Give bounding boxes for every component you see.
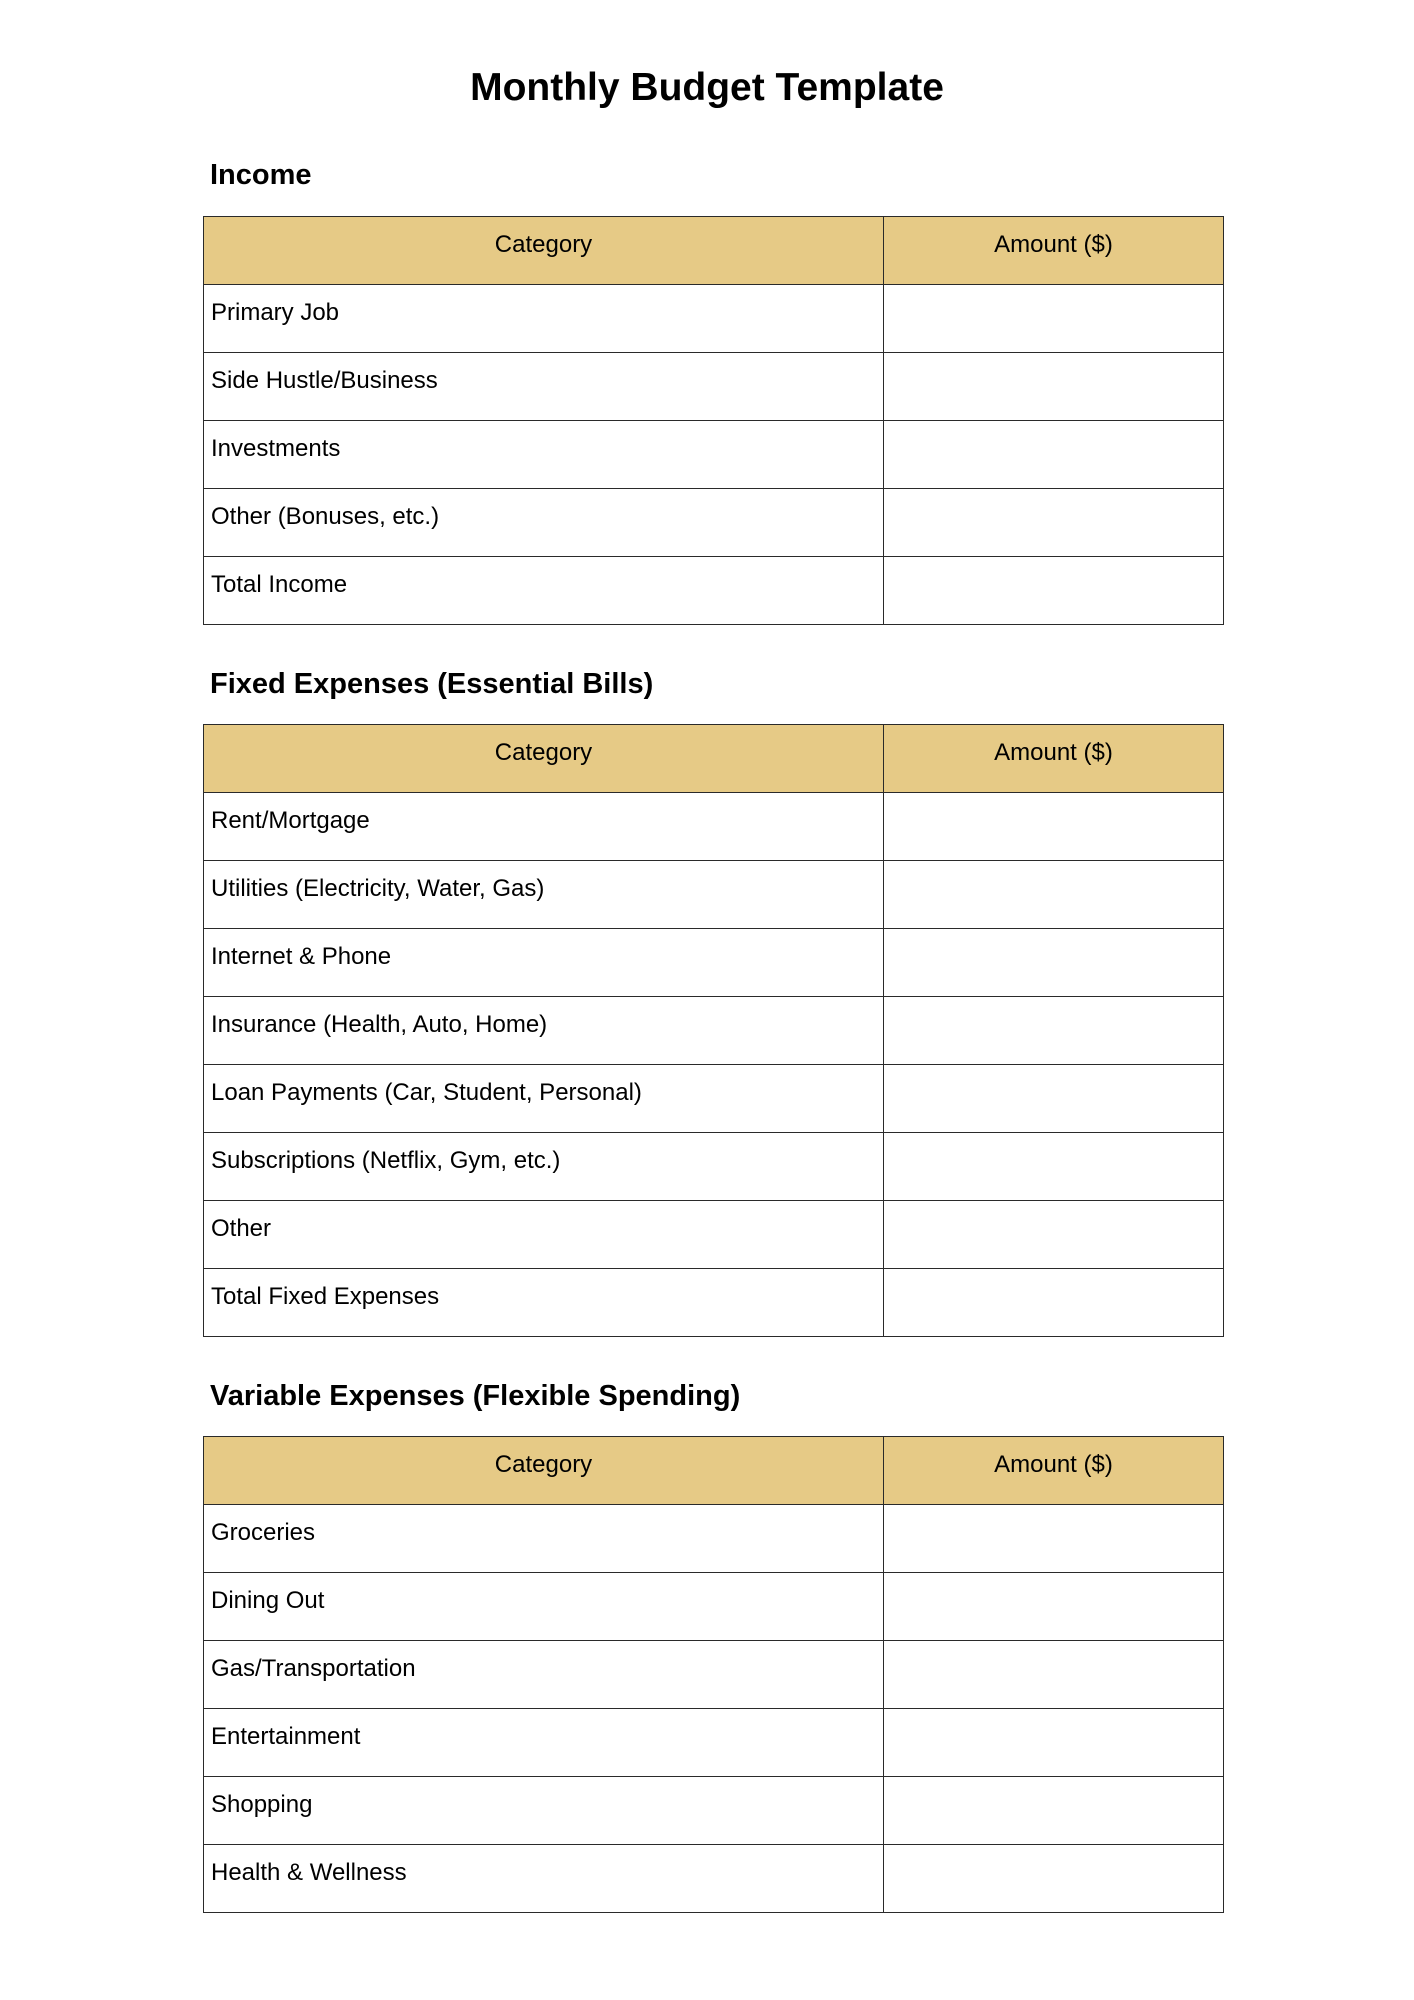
row-label: Other xyxy=(204,1201,884,1269)
table-row-total xyxy=(204,1269,1224,1337)
table-header-row xyxy=(204,217,1224,285)
amount-field[interactable] xyxy=(884,1641,1224,1709)
row-label: Health & Wellness xyxy=(204,1845,884,1913)
table-row xyxy=(204,1641,1224,1709)
column-header-category: Category xyxy=(204,1437,884,1505)
row-label: Utilities (Electricity, Water, Gas) xyxy=(204,861,884,929)
amount-field[interactable] xyxy=(884,353,1224,421)
table-row xyxy=(204,1505,1224,1573)
amount-field[interactable] xyxy=(884,1133,1224,1201)
amount-field[interactable] xyxy=(884,557,1224,625)
amount-field[interactable] xyxy=(884,489,1224,557)
row-label: Loan Payments (Car, Student, Personal) xyxy=(204,1065,884,1133)
table-row xyxy=(204,1709,1224,1777)
fixed-expenses-table xyxy=(203,724,1224,1337)
amount-field[interactable] xyxy=(884,861,1224,929)
column-header-category: Category xyxy=(204,217,884,285)
row-label: Total Income xyxy=(204,557,884,625)
row-label: Rent/Mortgage xyxy=(204,793,884,861)
table-row xyxy=(204,1777,1224,1845)
amount-field[interactable] xyxy=(884,1269,1224,1337)
amount-field[interactable] xyxy=(884,1845,1224,1913)
row-label: Primary Job xyxy=(204,285,884,353)
table-header-row xyxy=(204,725,1224,793)
row-label: Other (Bonuses, etc.) xyxy=(204,489,884,557)
column-header-amount: Amount ($) xyxy=(884,725,1224,793)
column-header-amount: Amount ($) xyxy=(884,217,1224,285)
amount-field[interactable] xyxy=(884,997,1224,1065)
amount-field[interactable] xyxy=(884,1573,1224,1641)
table-header-row xyxy=(204,1437,1224,1505)
row-label: Subscriptions (Netflix, Gym, etc.) xyxy=(204,1133,884,1201)
section-heading-variable-expenses: Variable Expenses (Flexible Spending) xyxy=(210,1380,741,1412)
table-row xyxy=(204,1201,1224,1269)
section-heading-fixed-expenses: Fixed Expenses (Essential Bills) xyxy=(210,668,654,700)
row-label: Total Fixed Expenses xyxy=(204,1269,884,1337)
row-label: Dining Out xyxy=(204,1573,884,1641)
table-row xyxy=(204,421,1224,489)
table-row xyxy=(204,353,1224,421)
amount-field[interactable] xyxy=(884,1709,1224,1777)
table-row xyxy=(204,285,1224,353)
table-row xyxy=(204,861,1224,929)
table-row xyxy=(204,1845,1224,1913)
table-row xyxy=(204,489,1224,557)
variable-expenses-table xyxy=(203,1436,1224,1913)
row-label: Insurance (Health, Auto, Home) xyxy=(204,997,884,1065)
table-row xyxy=(204,793,1224,861)
table-row xyxy=(204,929,1224,997)
row-label: Entertainment xyxy=(204,1709,884,1777)
row-label: Side Hustle/Business xyxy=(204,353,884,421)
table-row xyxy=(204,1065,1224,1133)
table-row xyxy=(204,1573,1224,1641)
page-title: Monthly Budget Template xyxy=(470,66,944,109)
column-header-category: Category xyxy=(204,725,884,793)
amount-field[interactable] xyxy=(884,1065,1224,1133)
table-row xyxy=(204,1133,1224,1201)
amount-field[interactable] xyxy=(884,285,1224,353)
amount-field[interactable] xyxy=(884,1777,1224,1845)
row-label: Investments xyxy=(204,421,884,489)
amount-field[interactable] xyxy=(884,1201,1224,1269)
table-row-total xyxy=(204,557,1224,625)
row-label: Internet & Phone xyxy=(204,929,884,997)
amount-field[interactable] xyxy=(884,421,1224,489)
amount-field[interactable] xyxy=(884,1505,1224,1573)
income-table xyxy=(203,216,1224,625)
section-heading-income: Income xyxy=(210,159,312,191)
table-row xyxy=(204,997,1224,1065)
column-header-amount: Amount ($) xyxy=(884,1437,1224,1505)
amount-field[interactable] xyxy=(884,793,1224,861)
row-label: Groceries xyxy=(204,1505,884,1573)
row-label: Gas/Transportation xyxy=(204,1641,884,1709)
row-label: Shopping xyxy=(204,1777,884,1845)
amount-field[interactable] xyxy=(884,929,1224,997)
